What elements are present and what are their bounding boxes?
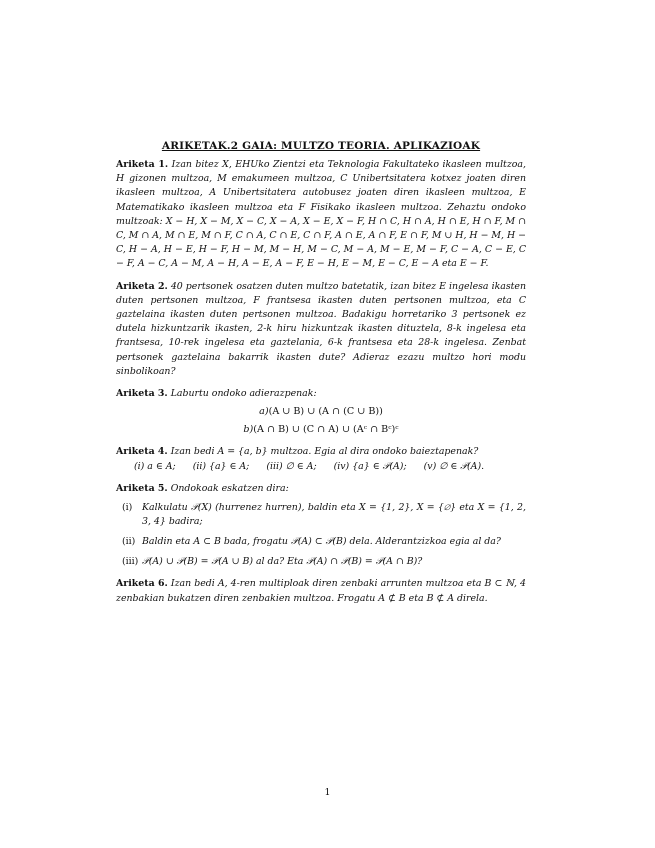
problem-6 (116, 577, 526, 605)
problem-1 (116, 158, 526, 272)
list-item (116, 501, 526, 529)
formula-a-lead: a) (259, 406, 269, 418)
page-number: 1 (324, 787, 331, 798)
statement-v: (v) ∅ ∈ 𝒫(A). (423, 461, 485, 473)
list-item (116, 535, 526, 549)
problem-5 (116, 482, 526, 569)
item-number: (i) (122, 501, 133, 513)
problem-6-label: Ariketa 6. (116, 578, 168, 590)
statement-i: (i) a ∈ A; (134, 461, 176, 473)
problem-5-text: Ondokoak eskatzen dira: (170, 483, 289, 495)
problem-3 (116, 387, 526, 437)
problem-4 (116, 445, 526, 474)
problem-4-statements (134, 460, 526, 474)
formula-a (116, 404, 526, 419)
problem-3-label: Ariketa 3. (116, 388, 168, 400)
problem-3-text: Laburtu ondoko adierazpenak: (170, 388, 317, 400)
item-number: (ii) (122, 536, 136, 548)
problem-5-label: Ariketa 5. (116, 483, 168, 495)
formula-b (116, 422, 526, 437)
item-text: Baldin eta A ⊂ B bada, frogatu 𝒫(A) ⊂ 𝒫(B) dela. Alderantzizkoa egia al da? (142, 536, 501, 548)
list-item (116, 555, 526, 569)
problem-1-label: Ariketa 1. (116, 159, 169, 170)
problem-6-text: Izan bedi A, 4-ren multiploak diren zenbaki arrunten multzoa eta B ⊂ ℕ, 4 zenbakian bukatzen diren zenbakien multzoa. Frogatu A ⊄ B eta B ⊄ A direla. (116, 578, 526, 604)
formula-a-expression: (A ∪ B) ∪ (A ∩ (C ∪ B)) (268, 406, 383, 418)
formula-b-expression: (A ∩ B) ∪ (C ∩ A) ∪ (Aᶜ ∩ Bᶜ)ᶜ (253, 424, 399, 436)
formula-b-lead: b) (243, 424, 254, 436)
item-text: 𝒫(A) ∪ 𝒫(B) = 𝒫(A ∪ B) al da? Eta 𝒫(A) ∩ 𝒫(B) = 𝒫(A ∩ B)? (142, 556, 423, 568)
page-title: ARIKETAK.2 GAIA: MULTZO TEORIA. APLIKAZIOAK (161, 140, 481, 152)
problem-5-list (116, 501, 526, 570)
item-number: (iii) (122, 556, 139, 568)
document-page (116, 140, 526, 614)
statement-iii: (iii) ∅ ∈ A; (266, 461, 317, 473)
problem-2 (116, 280, 526, 379)
problem-2-label: Ariketa 2. (116, 280, 168, 292)
item-text: Kalkulatu 𝒫(X) (hurrenez hurren), baldin eta X = {1, 2}, X = {∅} eta X = {1, 2, 3, 4} badira; (142, 501, 526, 527)
problem-1-text: Izan bitez X, EHUko Zientzi eta Teknologia Fakultateko ikasleen multzoa, H gizonen multzoa, M emakumeen multzoa, C Unibertsitatera kotxez joaten diren ikasleen multzoa, A Unibertsitatera autobusez joaten diren ikasleen multzoa, E Matematikako ikasleen multzoa eta F Fisikako ikasleen multzoa. Zehaztu ondoko multzoak: X − H, X − M, X − C, X − A, X − E, X − F, H ∩ C, H ∩ A, H ∩ E, H ∩ F, M ∩ C, M ∩ A, M ∩ E, M ∩ F, C ∩ A, C ∩ E, C ∩ F, A ∩ E, A ∩ F, E ∩ F, M ∪ H, H − M, H − C, H − A, H − E, H − F, H − M, M − H, M − C, M − A, M − E, M − F, C − A, C − E, C − F, A − C, A − M, A − H, A − E, A − F, E − H, E − M, E − C, E − A eta E − F. (116, 159, 526, 270)
problem-2-text: 40 pertsonek osatzen duten multzo batetatik, izan bitez E ingelesa ikasten duten pertsonen multzoa, F frantsesa ikasten duten pertsonen multzoa, eta C gaztelaina ikasten duten pertsonen multzoa. Badakigu horretariko 3 pertsonek ez dutela hizkuntzarik ikasten, 2-k hiru hizkuntzak ikasten dituztela, 8-k ingelesa eta frantsesa, 10-rek ingelesa eta gaztelania, 6-k frantsesa eta 28-k ingelesa. Zenbat pertsonek gaztelaina bakarrik ikasten dute? Adieraz ezazu multzo hori modu sinbolikoan? (116, 280, 526, 377)
statement-iv: (iv) {a} ∈ 𝒫(A); (333, 461, 407, 473)
problem-4-text: Izan bedi A = {a, b} multzoa. Egia al dira ondoko baieztapenak? (170, 446, 479, 458)
statement-ii: (ii) {a} ∈ A; (192, 461, 250, 473)
problem-4-label: Ariketa 4. (116, 446, 168, 458)
